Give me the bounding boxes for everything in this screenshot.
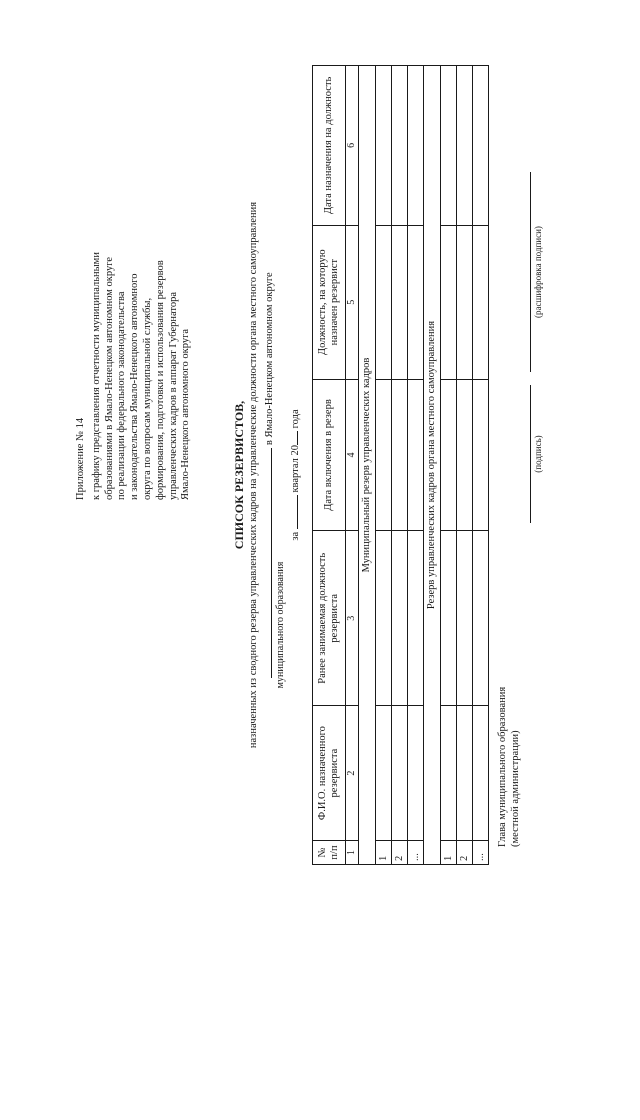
table-cell: [408, 706, 424, 841]
appendix-line: образованиями в Ямало-Ненецком автономном округе: [103, 256, 115, 500]
column-number: 5: [346, 225, 359, 379]
table-cell: [457, 706, 473, 841]
municipality-blank: [260, 448, 272, 678]
heading-line2: [260, 130, 276, 820]
appendix-line: по реализации федерального законодательства: [116, 291, 128, 500]
appendix-title: Приложение № 14: [75, 417, 86, 500]
table-row: [376, 66, 392, 865]
table-cell: [408, 379, 424, 531]
appendix-line: и законодательства Ямало-Ненецкого автономного: [129, 273, 141, 500]
table-cell: [473, 225, 489, 379]
reservists-table: [312, 65, 489, 865]
table-cell: [376, 379, 392, 531]
header-cell-new-position: Должность, на которую назначен резервист: [313, 225, 346, 379]
table-cell: [392, 531, 408, 706]
table-cell: [408, 66, 424, 226]
table-cell: [376, 225, 392, 379]
appendix-line: Ямало-Ненецкого автономного округа: [180, 328, 192, 500]
table-cell: [441, 66, 457, 226]
column-number: 6: [346, 66, 359, 226]
signatory-block: [496, 687, 522, 847]
table-cell: [392, 379, 408, 531]
table-row: [473, 66, 489, 865]
signature-decode-field: [530, 172, 543, 372]
table-cell: [376, 706, 392, 841]
period-prefix: за: [290, 531, 301, 541]
table-cell: [457, 66, 473, 226]
municipality-caption: муниципального образования: [275, 561, 286, 689]
heading-line3: [286, 130, 302, 820]
table-cell: [473, 379, 489, 531]
table-cell: [376, 531, 392, 706]
table-cell: [408, 225, 424, 379]
header-cell-inclusion-date: Дата включения в резерв: [313, 379, 346, 531]
table-row: [408, 66, 424, 865]
table-cell: [441, 706, 457, 841]
table-cell: [473, 706, 489, 841]
table-cell: [457, 379, 473, 531]
column-number: 1: [346, 841, 359, 865]
table-row: [392, 66, 408, 865]
appendix-line: округа по вопросам муниципальной службы,: [141, 297, 153, 500]
column-number: 3: [346, 531, 359, 706]
year-blank: [286, 431, 298, 445]
header-cell-previous-position: Ранее занимаемая должность резервиста: [313, 531, 346, 706]
period-quarter: квартал 20: [290, 445, 301, 493]
appendix-line: к графику представления отчетности муниципальными: [90, 252, 102, 500]
appendix-line: формирования, подготовки и использования резервов: [154, 260, 166, 500]
section-row-local: [424, 66, 441, 865]
table-cell: [457, 225, 473, 379]
quarter-blank: [286, 495, 298, 529]
section-title-local: Резерв управленческих кадров органа местного самоуправления: [424, 66, 441, 865]
column-number: 2: [346, 706, 359, 841]
appendix-block: [75, 40, 193, 500]
table-row: [441, 66, 457, 865]
header-cell-appointment-date: Дата назначения на должность: [313, 66, 346, 226]
appendix-line: управленческих кадров в аппарат Губернатора: [167, 292, 179, 500]
period-suffix: года: [290, 409, 301, 429]
table-cell: [392, 706, 408, 841]
table-cell: [392, 225, 408, 379]
table-header-row: [313, 66, 346, 865]
table-row: [457, 66, 473, 865]
table-cell: [441, 225, 457, 379]
table-cell: [441, 531, 457, 706]
table-cell: [408, 531, 424, 706]
heading-line1: назначенных из сводного резерва управленческих кадров на управленческие должности органа местного самоуправления: [248, 201, 259, 749]
row-number: 2: [457, 841, 473, 865]
table-cell: [473, 531, 489, 706]
section-row-municipal: [359, 66, 376, 865]
document-heading: [232, 130, 302, 820]
table-cell: [457, 531, 473, 706]
document-title: СПИСОК РЕЗЕРВИСТОВ,: [232, 400, 246, 550]
row-number: ...: [408, 841, 424, 865]
table-cell: [376, 66, 392, 226]
column-number: 4: [346, 379, 359, 531]
signature-caption: (подпись): [530, 385, 543, 523]
table-cell: [392, 66, 408, 226]
row-number: ...: [473, 841, 489, 865]
column-numbers-row: [346, 66, 359, 865]
header-cell-name: Ф.И.О. назначенного резервиста: [313, 706, 346, 841]
header-cell-number: № п/п: [313, 841, 346, 865]
row-number: 2: [392, 841, 408, 865]
signatory-subtitle: (местной администрации): [510, 730, 521, 847]
signature-field: [530, 385, 543, 523]
heading-region: в Ямало-Ненецком автономном округе: [264, 272, 275, 446]
signatory-title: Глава муниципального образования: [497, 686, 508, 847]
table-cell: [441, 379, 457, 531]
row-number: 1: [441, 841, 457, 865]
row-number: 1: [376, 841, 392, 865]
section-title-municipal: Муниципальный резерв управленческих кадров: [359, 66, 376, 865]
table-cell: [473, 66, 489, 226]
signature-decode-caption: (расшифровка подписи): [530, 172, 543, 372]
